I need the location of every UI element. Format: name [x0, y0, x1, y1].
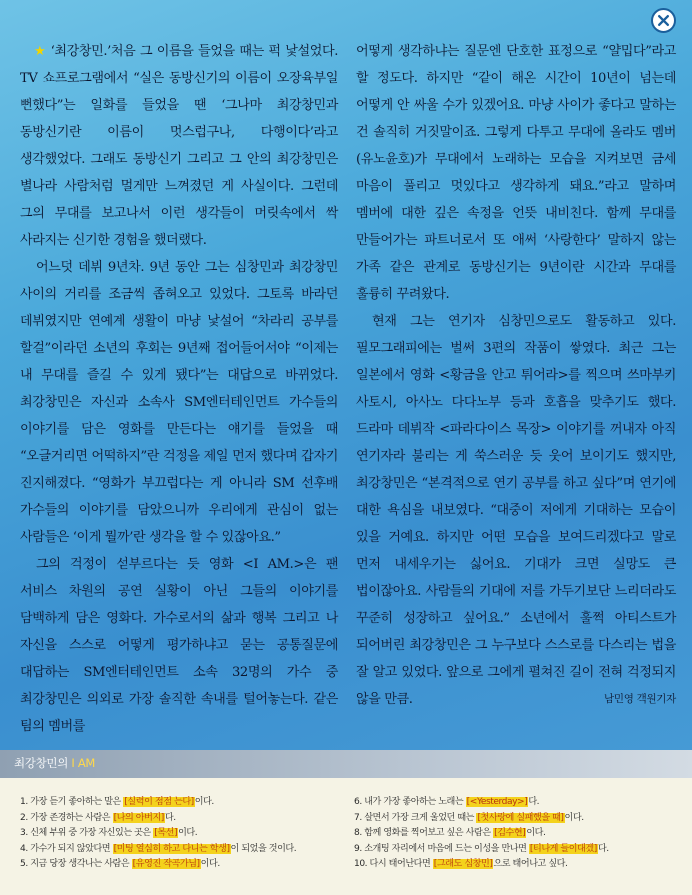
qa-question: 10. 다시 태어난다면 — [354, 859, 433, 869]
qa-question: 8. 함께 영화를 찍어보고 싶은 사람은 — [354, 828, 494, 838]
qa-left-column — [20, 795, 350, 873]
qa-item — [20, 842, 350, 858]
qa-suffix: 이다. — [200, 859, 220, 869]
qa-question: 4. 가수가 되지 않았다면 — [20, 843, 113, 854]
qa-answer-highlight: [목선] — [154, 828, 178, 838]
qa-answer-highlight: [<Yesterday>] — [466, 797, 528, 807]
qa-answer-highlight: [그래도 심창민] — [433, 859, 493, 869]
qa-suffix: 이다. — [178, 828, 198, 838]
star-icon: ★ — [34, 44, 47, 59]
qa-question: 7. 살면서 가장 크게 울었던 때는 — [354, 812, 477, 823]
qa-item — [354, 826, 684, 842]
qa-suffix: 이다. — [564, 812, 584, 823]
close-button[interactable] — [651, 8, 676, 33]
qa-right-column — [354, 795, 684, 873]
qa-suffix: 다. — [597, 843, 609, 854]
close-icon — [657, 14, 670, 27]
byline: 남민영 객원기자 — [604, 693, 676, 705]
qa-answer-highlight: [김수현] — [494, 828, 526, 838]
section-label: 최강창민의 I AM — [14, 756, 96, 770]
article-right-column — [356, 38, 676, 713]
qa-answer-highlight: [유영진 작곡가님] — [132, 859, 200, 869]
qa-question: 1. 가장 듣기 좋아하는 말은 — [20, 797, 124, 807]
qa-item — [20, 826, 350, 842]
iam-qa-box — [0, 778, 692, 895]
qa-question: 5. 지금 당장 생각나는 사람은 — [20, 859, 132, 869]
qa-item — [20, 811, 350, 827]
article-left-column — [20, 38, 338, 740]
qa-item — [20, 795, 350, 811]
qa-suffix: 다. — [528, 797, 540, 807]
article-paragraph-5: 현재 그는 연기자 심창민으로도 활동하고 있다. 필모그래피에는 벌써 3편의 작품이 쌓였다. 최근 그는 일본에서 영화 <황금을 안고 튀어라>를 찍으며 쓰마부키 사토시, 아사노 다다노부 등과 호흡을 맞추기도 했다. 드라마 데뷔작 <파라다이스 목장> 이야기를 꺼내자 아직 연기자라 불리는 게 쑥스러운 듯 웃어 보이기도 했지만, 최강창민은 “본격적으로 연기 공부를 하고 싶다”며 연기에 대한 욕심을 내보였다. “대중이 저에게 기대하는 모습이 있을 거예요. 하지만 어떤 모습을 보여드리겠다고 말로 먼저 내세우기는 싫어요. 기대가 크면 실망도 큰 법이잖아요. 사람들의 기대에 저를 가두기보단 느리더라도 꾸준히 성장하고 싶어요.” 소년에서 훌쩍 아티스트가 되어버린 최강창민은 그 누구보다 스스로를 다스리는 법을 잘 알고 있었다. 앞으로 그에게 펼쳐진 길이 전혀 걱정되지 않을 만큼. 남민영 객원기자 — [356, 308, 676, 713]
article-paragraph-1: ★ ‘최강창민.’처음 그 이름을 들었을 때는 퍽 낯설었다. TV 쇼프로그램에서 “실은 동방신기의 이름이 오장육부일 뻔했다”는 일화를 들었을 땐 ‘그나마 최강창민과 동방신기란 이름이 멋스럽구나, 다행이다’라고 생각했었다. 그래도 동방신기 그리고 그 안의 최강창민은 별나라 사람처럼 멀게만 느껴졌던 게 사실이다. 그런데 그의 무대를 보고나서 이런 생각들이 머릿속에서 싹 사라지는 신기한 경험을 했더랬다. — [20, 44, 338, 248]
qa-suffix: 이다. — [526, 828, 546, 838]
article-paragraph-3: 그의 걱정이 섣부르다는 듯 영화 <I AM.>은 팬 서비스 차원의 공연 실황이 아닌 그들의 이야기를 담백하게 담은 영화다. 가수로서의 삶과 행복 그리고 나 자신을 스스로 어떻게 평가하냐고 묻는 공통질문에 대답하는 SM엔터테인먼트 소속 32명의 가수 중 최강창민은 의외로 가장 솔직한 속내를 털어놓는다. 같은 팀의 멤버를 — [20, 557, 338, 734]
qa-suffix: 이 되었을 것이다. — [230, 843, 297, 854]
qa-item — [20, 857, 350, 873]
qa-item — [354, 842, 684, 858]
qa-answer-highlight: [첫사랑에 실패했을 때] — [477, 812, 564, 823]
section-strip — [0, 750, 692, 778]
qa-answer-highlight: [티나게 들이대겠] — [529, 843, 597, 854]
qa-question: 6. 내가 가장 좋아하는 노래는 — [354, 797, 466, 807]
qa-question: 2. 가장 존경하는 사람은 — [20, 812, 113, 823]
qa-item — [354, 795, 684, 811]
article-paragraph-2: 어느덧 데뷔 9년차. 9년 동안 그는 심창민과 최강창민 사이의 거리를 조금씩 좁혀오고 있었다. 그토록 바라던 데뷔였지만 연예계 생활이 마냥 낯설어 “차라리 공부를 할걸”이라던 소년의 후회는 9년째 접어들어서야 “이제는 내 무대를 즐길 수 있게 됐다”는 대답으로 바뀌었다. 최강창민은 자신과 소속사 SM엔터테인먼트 가수들의 이야기를 담은 영화를 만든다는 얘기를 들었을 때 “오글거리면 어떡하지”란 걱정을 제일 먼저 했다며 갑자기 진지해졌다. “영화가 부끄럽다는 게 아니라 SM 선후배 가수들의 이야기를 담았으니까 우리에게 관심이 없는 사람들은 ‘이게 뭘까’란 생각을 할 수 있잖아요.” — [20, 260, 338, 545]
qa-item — [354, 811, 684, 827]
qa-item — [354, 857, 684, 873]
qa-suffix: 이다. — [194, 797, 214, 807]
qa-answer-highlight: [미팅 열심히 하고 다니는 학생] — [113, 843, 230, 854]
qa-suffix: 으로 태어나고 싶다. — [493, 859, 568, 869]
qa-answer-highlight: [실력이 점점 는다] — [124, 797, 194, 807]
qa-question: 3. 신체 부위 중 가장 자신있는 곳은 — [20, 828, 154, 838]
qa-question: 9. 소개팅 자리에서 마음에 드는 이성을 만나면 — [354, 843, 529, 854]
article-paragraph-4: 어떻게 생각하냐는 질문엔 단호한 표정으로 “얄밉다”라고 할 정도다. 하지만 “같이 해온 시간이 10년이 넘는데 어떻게 안 싸울 수가 있겠어요. 마냥 사이가 좋다고 말하는 건 솔직히 거짓말이죠. 그렇게 다투고 무대에 올라도 멤버(유노윤호)가 무대에서 노래하는 모습을 지켜보면 금세 마음이 풀리고 멋있다고 생각하게 돼요.”라고 말하며 멤버에 대한 깊은 속정을 언뜻 내비친다. 함께 무대를 만들어가는 파트너로서 또 애써 ‘사랑한다’ 말하지 않는 가족 같은 관계로 동방신기는 9년이란 시간과 무대를 훌륭히 꾸려왔다. — [356, 44, 676, 302]
qa-suffix: 다. — [164, 812, 176, 823]
qa-answer-highlight: [나의 아버지] — [113, 812, 164, 823]
